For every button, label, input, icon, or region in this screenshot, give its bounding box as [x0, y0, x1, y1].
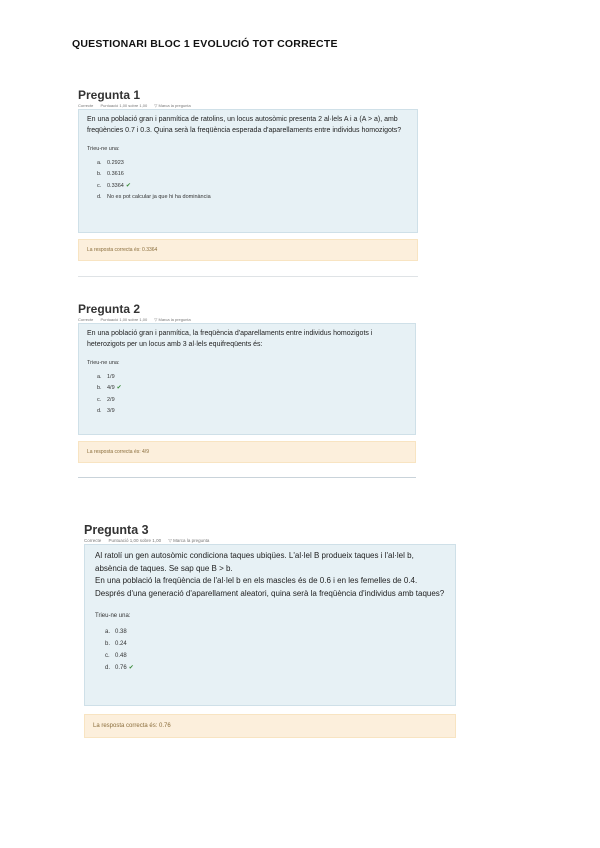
answer-option-a[interactable]: a. 0.2923 [97, 159, 124, 166]
flag-question-link[interactable]: ▽ Marca la pregunta [168, 538, 210, 543]
status-label: Correcte [84, 538, 102, 543]
question-2 [78, 302, 416, 463]
answer-option-c[interactable]: c. 0.3364 ✔ [97, 182, 131, 189]
score-label: Puntuació 1,00 sobre 1,00 [108, 538, 162, 543]
question-box [78, 109, 418, 233]
correct-answer-feedback: La resposta correcta és: 0.76 [84, 714, 456, 738]
status-label: Correcte [78, 103, 94, 108]
select-one-label: Trieu-ne una: [95, 613, 131, 619]
check-icon: ✔ [116, 385, 122, 391]
question-text [95, 550, 445, 600]
select-one-label: Trieu-ne una: [87, 360, 120, 366]
flag-question-link[interactable]: ▽ Marca la pregunta [154, 317, 191, 322]
flag-question-link[interactable]: ▽ Marca la pregunta [154, 103, 191, 108]
answer-option-b[interactable]: b. 0.24 [105, 640, 127, 647]
question-box [78, 323, 416, 435]
question-heading: Pregunta 3 [84, 523, 149, 537]
score-label: Puntuació 1,00 sobre 1,00 [100, 103, 148, 108]
answer-option-d[interactable]: d. No es pot calcular ja que hi ha dominància [97, 194, 211, 200]
answer-option-d[interactable]: d. 3/9 [97, 408, 115, 414]
question-3 [84, 523, 456, 738]
question-box [84, 544, 456, 706]
answer-option-b[interactable]: b. 4/9 ✔ [97, 385, 122, 391]
question-text-line: Després d'una generació d'aparellament aleatori, quina serà la freqüència d'individus amb taques? [95, 588, 445, 598]
question-heading: Pregunta 1 [78, 88, 141, 102]
answer-option-a[interactable]: a. 0.38 [105, 628, 127, 635]
question-1 [78, 88, 418, 261]
correct-answer-feedback: La resposta correcta és: 4/9 [78, 441, 416, 463]
check-icon: ✔ [128, 664, 134, 671]
status-label: Correcte [78, 317, 94, 322]
correct-answer-feedback: La resposta correcta és: 0.3364 [78, 239, 418, 261]
answer-option-c[interactable]: c. 2/9 [97, 396, 115, 403]
select-one-label: Trieu-ne una: [87, 146, 120, 152]
score-label: Puntuació 1,00 sobre 1,00 [100, 317, 148, 322]
answer-option-a[interactable]: a. 1/9 [97, 373, 115, 380]
question-heading: Pregunta 2 [78, 302, 141, 316]
answer-option-d[interactable]: d. 0.76 ✔ [105, 664, 134, 671]
separator [78, 477, 416, 478]
question-text: En una població gran i panmítica de ratolins, un locus autosòmic presenta 2 al·lels A i a (A > a), amb freqüències 0.7 i 0.3. Quina serà la freqüència esperada d'aparellaments entre individus homozigots? [87, 116, 402, 134]
question-text: En una població gran i panmítica, la freqüència d'aparellaments entre individus homozigots i heterozigots per un locus amb 3 al·lels equifreqüents és: [87, 330, 373, 348]
separator [78, 276, 418, 277]
question-text-line: Al ratolí un gen autosòmic condiciona taques ubiqües. L'al·lel B produeix taques i l'al·lel b, absència de taques. Se sap que B > b. [95, 551, 414, 573]
document-title: QUESTIONARI BLOC 1 EVOLUCIÓ TOT CORRECTE [72, 38, 338, 50]
answer-option-b[interactable]: b. 0.3616 [97, 171, 124, 177]
check-icon: ✔ [125, 182, 131, 189]
question-text-line: En una població la freqüència de l'al·lel b en els mascles és de 0.6 i en les femelles de 0.4. [95, 576, 418, 585]
answer-option-c[interactable]: c. 0.48 [105, 652, 127, 659]
